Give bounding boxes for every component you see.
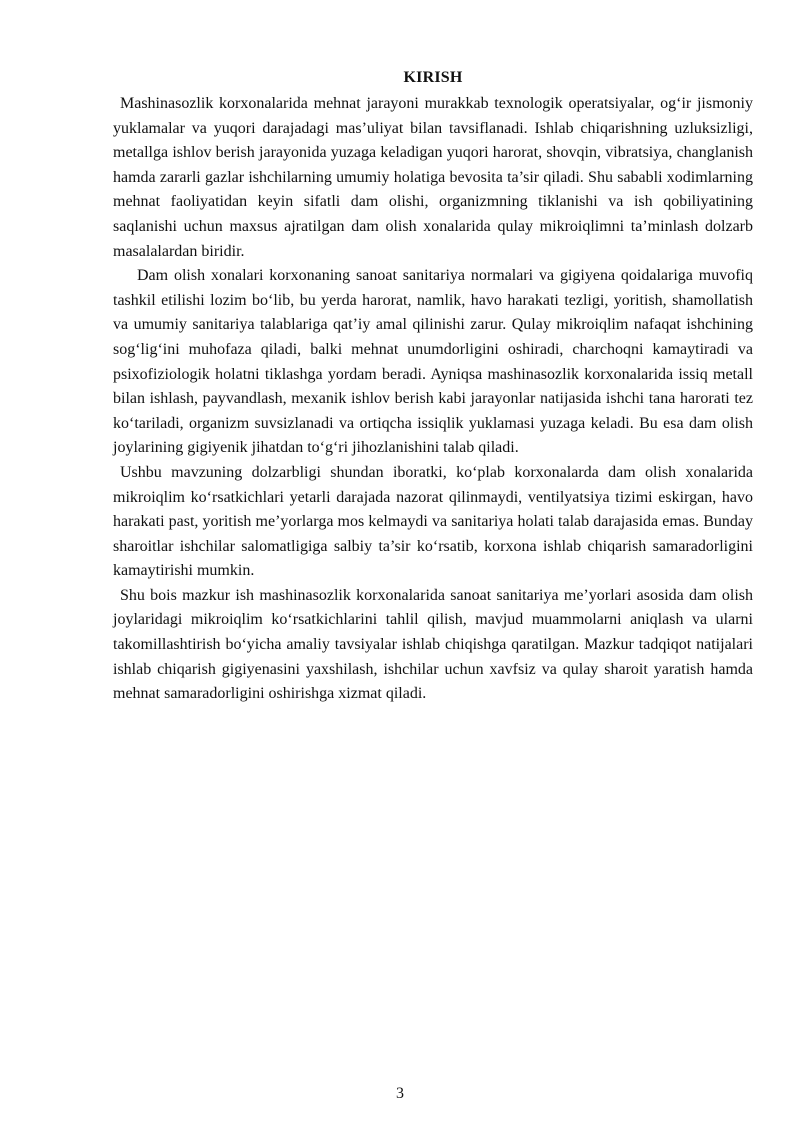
page-number: 3	[396, 1085, 404, 1102]
paragraph-intro: Mashinasozlik korxonalarida mehnat jarayoni murakkab texnologik operatsiyalar, og‘ir jismoniy yuklamalar va yuqori darajadagi mas’uliyat bilan tavsiflanadi. Ishlab chiqarishning uzluksizligi, metallga ishlov berish jarayonida yuzaga keladigan yuqori harorat, shovqin, vibratsiya, changlanish hamda zararli gazlar ishchilarning umumiy holatiga bevosita ta’sir qiladi. Shu sababli xodimlarning mehnat faoliyatidan keyin sifatli dam olishi, organizmning tiklanishi va ish qobiliyatining saqlanishi uchun maxsus ajratilgan dam olish xonalarida qulay mikroiqlimni ta’minlash dolzarb masalalardan biridir.	[113, 95, 753, 260]
paragraph-relevance: Ushbu mavzuning dolzarbligi shundan iboratki, ko‘plab korxonalarda dam olish xonalarida mikroiqlim ko‘rsatkichlari yetarli darajada nazorat qilinmaydi, ventilyatsiya tizimi eskirgan, havo harakati past, yoritish me’yorlarga mos kelmaydi va sanitariya holati talab darajasida emas. Bunday sharoitlar ishchilar salomatligiga salbiy ta’sir ko‘rsatib, korxona ishlab chiqarish samaradorligini kamaytirishi mumkin.	[113, 463, 753, 580]
section-heading: KIRISH	[403, 69, 463, 86]
paragraph-aim: Shu bois mazkur ish mashinasozlik korxonalarida sanoat sanitariya me’yorlari asosida dam olish joylaridagi mikroiqlim ko‘rsatkichlarini tahlil qilish, mavjud muammolarni aniqlash va ularni takomillashtirish bo‘yicha amaliy tavsiyalar ishlab chiqishga qaratilgan. Mazkur tadqiqot natijalari ishlab chiqarish gigiyenasini yaxshilash, ishchilar uchun xavfsiz va qulay sharoit yaratish hamda mehnat samaradorligini oshirishga xizmat qiladi.	[113, 586, 753, 703]
document-page	[113, 66, 753, 707]
paragraph-rest-rooms: Dam olish xonalari korxonaning sanoat sanitariya normalari va gigiyena qoidalariga muvofiq tashkil etilishi lozim bo‘lib, bu yerda harorat, namlik, havo harakati tezligi, yoritish, shamollatish va umumiy sanitariya talablariga qat’iy amal qilinishi zarur. Qulay mikroiqlim nafaqat ishchining sog‘lig‘ini muhofaza qiladi, balki mehnat unumdorligini oshiradi, charchoqni kamaytiradi va psixofiziologik holatni tiklashga yordam beradi. Ayniqsa mashinasozlik korxonalarida issiq metall bilan ishlash, payvandlash, mexanik ishlov berish kabi jarayonlar natijasida ishchi tana harorati tez ko‘tariladi, organizm suvsizlanadi va ortiqcha issiqlik yuklamasi yuzaga keladi. Bu esa dam olish joylarining gigiyenik jihatdan to‘g‘ri jihozlanishini talab qiladi.	[113, 267, 753, 457]
